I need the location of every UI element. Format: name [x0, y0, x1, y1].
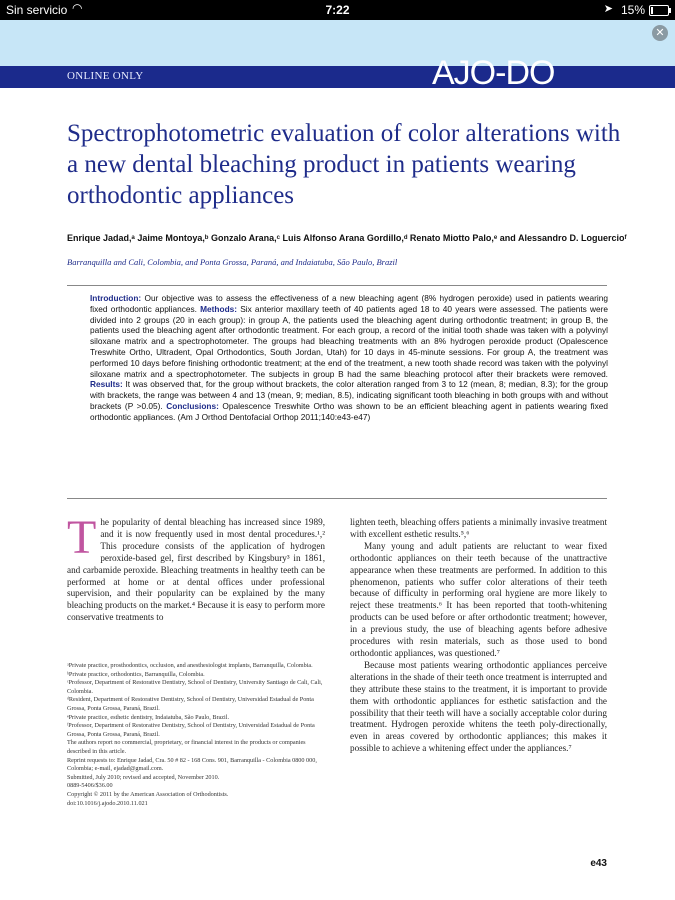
section-label: ONLINE ONLY [67, 70, 144, 82]
abstract-bottom-rule [67, 498, 607, 499]
footnotes [67, 662, 325, 808]
body-paragraph: he popularity of dental bleaching has increased since 1989, and it is now frequently used in most dental procedures.¹,² This procedure consists of the application of hydrogen peroxide-based gel, first described by Kingsbury³ in 1861, and carbamide peroxide. Bleaching treatments in healthy teeth can be performed at home or at dental offices under professional supervision, and their popularity can be explained by the many bleaching products on the market.⁴ Because it is easy to perform more conservative treatments to [67, 517, 325, 623]
body-column-left [67, 511, 325, 624]
footnote: ᵈResident, Department of Restorative Dentistry, School of Dentistry, Universidad Estadual de Ponta Grossa, Ponta Grossa, Paraná, Brazil. [67, 696, 314, 712]
author-list: Enrique Jadad,ᵃ Jaime Montoya,ᵇ Gonzalo Arana,ᶜ Luis Alfonso Arana Gordillo,ᵈ Renato Miotto Palo,ᵉ and Alessandro D. Loguercioᶠ [67, 233, 627, 243]
abstract-top-rule [67, 285, 607, 286]
body-column-right [350, 517, 607, 755]
reader-toolbar [0, 20, 675, 66]
abstract-intro-heading: Introduction: [90, 293, 142, 303]
body-paragraph: Many young and adult patients are reluctant to wear fixed orthodontic appliances on their teeth because of the unattractive appearance when these treatments are performed. In addition to this phenomenon, patients who suffer color alterations of their teeth because of difficulty in performing oral hygiene are more likely to reject these treatments.⁶ It has been reported that tooth-whitening products can be used before or after orthodontic treatment; however, in a previous study, the use of bleaching agents before adhesive procedures with resin materials, such as those used to bond orthodontic appliances, was questioned.⁷ [350, 540, 607, 658]
battery-fill [651, 7, 653, 14]
footnote: ᶠProfessor, Department of Restorative Dentistry, School of Dentistry, Universidad Estadual de Ponta Grossa, Ponta Grossa, Paraná, Brazil. [67, 722, 315, 738]
footnote: ᵉPrivate practice, esthetic dentistry, Indaiatuba, São Paulo, Brazil. [67, 713, 230, 721]
abstract-results-text: It was observed that, for the group without brackets, the color alteration ranged from 3 to 12 (mean, 8; median, 8.3); for the group with brackets, the range was between 4 and 13 (mean, 9; median, 8.5), indicating significant tooth bleaching in both groups with and without brackets (P >0.05). [90, 379, 608, 411]
battery-percent: 15% [620, 3, 645, 17]
abstract-methods-text: Six anterior maxillary teeth of 40 patients aged 18 to 40 years were assessed. The patients were divided into 2 groups (20 in each group): in group A, the patients used the bleaching agent during orthodontic treatment; in group B, the patients used the bleaching agent after orthodontic treatment. For each group, a record of the initial tooth shade was taken with a polyvinyl siloxane matrix and a spectrophotometer. The groups had bleaching treatments with an 8% hydrogen peroxide product (Opalescence Treswhite Ortho, Ultradent, Opal Orthodontics, South Jordan, Utah) for 10 days in 45-minute sessions. For group A, the treatment was performed 10 days before finishing orthodontic treatment; at the end of the treatment, a new tooth shade record was taken with the polyvinyl siloxane matrix and a spectrophotometer. The subjects in group B had the same bleaching protocol after their brackets were removed. [90, 303, 609, 379]
footnote: Reprint requests to: Enrique Jadad, Cra. 50 # 82 - 168 Cons. 901, Barranquilla - Colombia 0800 000, Colombia; e-mail, ejadad@gmail.com. [67, 756, 317, 773]
page-number: e43 [590, 858, 607, 869]
journal-logo: AJO-DO [432, 54, 555, 92]
footnote: Copyright © 2011 by the American Association of Orthodontists. [67, 790, 229, 798]
abstract-results-heading: Results: [90, 379, 123, 390]
status-bar [0, 0, 675, 20]
body-paragraph: lighten teeth, bleaching offers patients a minimally invasive treatment with excellent esthetic results.⁵,⁶ [350, 517, 607, 539]
abstract-conclusions-text: Opalescence Treswhite Ortho was shown to be an efficient bleaching agent in patients wearing fixed orthodontic appliances. (Am J Orthod Dentofacial Orthop 2011;140:e43-e47) [90, 400, 609, 422]
footnote: ᵇPrivate practice, orthodontics, Barranquilla, Colombia. [67, 670, 205, 678]
footnote: ᵃPrivate practice, prosthodontics, occlusion, and anesthesiologist implants, Barranquilla, Colombia. [67, 662, 313, 669]
abstract-conclusions-heading: Conclusions: [166, 400, 219, 411]
abstract-methods-heading: Methods: [200, 303, 238, 314]
clock: 7:22 [325, 3, 350, 17]
footnote: 0889-5406/$36.00 [67, 782, 113, 790]
wifi-icon: ◠ [72, 1, 83, 15]
footnote: doi:10.1016/j.ajodo.2010.11.021 [67, 799, 148, 807]
article-title: Spectrophotometric evaluation of color alterations with a new dental bleaching product in patients wearing orthodontic appliances [67, 120, 621, 209]
footnote: ᶜProfessor, Department of Restorative Dentistry, School of Dentistry, University Santiago de Cali, Cali, Colombia. [67, 679, 323, 695]
abstract [90, 293, 608, 423]
close-icon[interactable]: ✕ [652, 25, 668, 41]
abstract-intro-text: Our objective was to assess the effectiveness of a new bleaching agent (8% hydrogen peroxide) used in patients wearing fixed orthodontic appliances. [90, 293, 608, 314]
affiliation: Barranquilla and Cali, Colombia, and Ponta Grossa, Paraná, and Indaiatuba, São Paulo, Brazil [67, 257, 398, 267]
drop-cap: T [67, 511, 97, 564]
body-paragraph: Because most patients wearing orthodontic appliances perceive alterations in the shade of their teeth once treatment is interrupted and they attribute these stains to the treatment, it is important to provide them with orthodontic appliances for esthetic satisfaction and the possibility that their teeth will have a socially acceptable color during treatment. Hydrogen peroxide whitens the teeth poly-directionally, even in areas covered by orthodontic appliances; this makes it possible to achieve a whitening effect under the appliances.⁷ [350, 659, 607, 754]
journal-header-band [0, 54, 675, 92]
carrier-label: Sin servicio [6, 3, 68, 17]
location-icon: ➤ [603, 3, 613, 15]
battery-icon [649, 5, 669, 16]
footnote: The authors report no commercial, proprietary, or financial interest in the products or companies described in this article. [67, 739, 306, 755]
footnote: Submitted, July 2010; revised and accepted, November 2010. [67, 773, 220, 781]
